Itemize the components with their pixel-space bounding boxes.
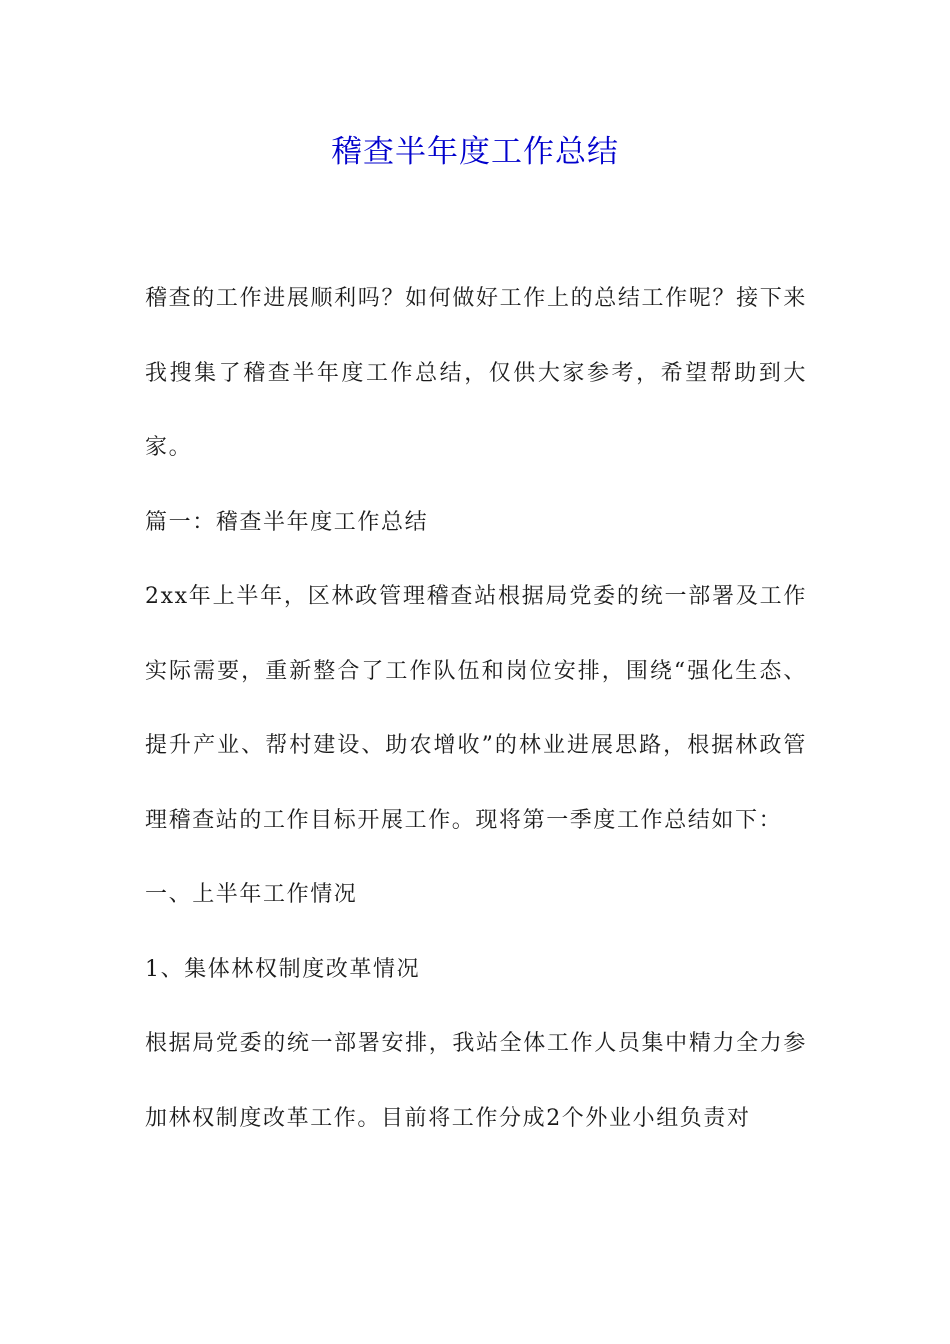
item-heading: 1、集体林权制度改革情况 [145,956,421,982]
document-body [145,262,807,1156]
intro-paragraph: 稽查的工作进展顺利吗？如何做好工作上的总结工作呢？接下来我搜集了稽查半年度工作总结，仅供大家参考，希望帮助到大家。 [145,286,807,460]
subsection-heading: 一、上半年工作情况 [145,882,358,907]
summary-paragraph: 2xx年上半年，区林政管理稽查站根据局党委的统一部署及工作实际需要，重新整合了工作队伍和岗位安排，围绕“强化生态、提升产业、帮村建设、助农增收”的林业进展思路，根据林政管理稽查站的工作目标开展工作。现将第一季度工作总结如下： [145,584,807,833]
section-heading: 篇一：稽查半年度工作总结 [145,509,429,535]
item-paragraph: 根据局党委的统一部署安排，我站全体工作人员集中精力全力参加林权制度改革工作。目前将工作分成2个外业小组负责对 [145,1031,807,1131]
document-title: 稽查半年度工作总结 [331,134,619,170]
